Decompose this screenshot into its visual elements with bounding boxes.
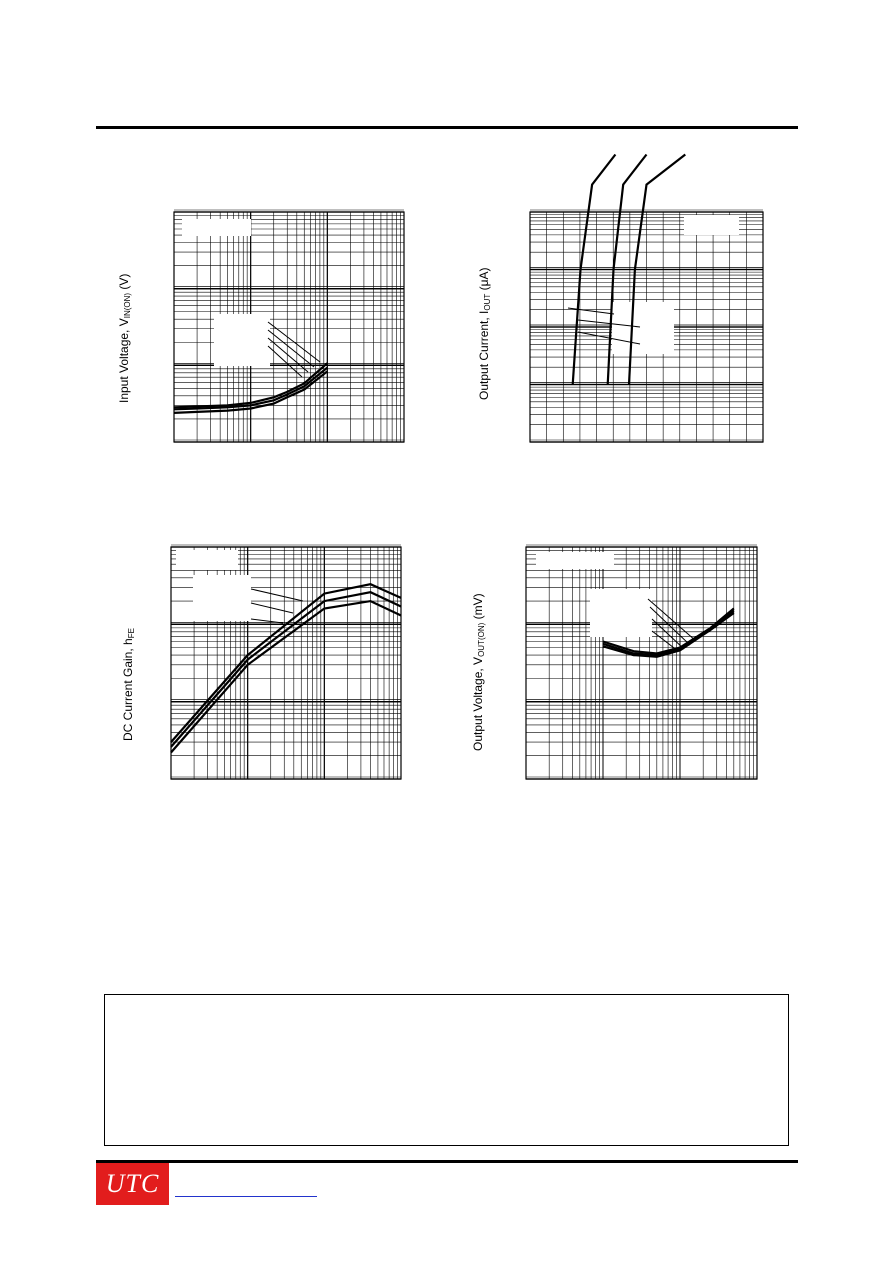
chart-svg bbox=[171, 547, 401, 779]
legend-box bbox=[214, 314, 270, 366]
output-current-axis-label: Output Current, $I_{OUT}$ (μA) bbox=[477, 267, 492, 400]
legend-box bbox=[176, 550, 238, 570]
chart-svg bbox=[174, 212, 404, 442]
legend-box bbox=[182, 219, 251, 236]
footer-link-underline[interactable] bbox=[175, 1196, 317, 1197]
leader-line bbox=[652, 631, 678, 651]
legend-box bbox=[536, 552, 614, 569]
output-voltage-chart bbox=[526, 547, 757, 779]
legend-box bbox=[612, 302, 674, 354]
footer-rule bbox=[96, 1160, 798, 1163]
header-rule bbox=[96, 126, 798, 129]
utc-logo: UTC bbox=[96, 1163, 169, 1205]
leader-line bbox=[268, 330, 314, 367]
notice-box bbox=[104, 994, 789, 1146]
dc-current-gain-chart bbox=[171, 547, 401, 779]
leader-line bbox=[650, 607, 690, 645]
legend-box bbox=[193, 575, 251, 621]
chart-svg bbox=[526, 547, 757, 779]
chart-svg bbox=[530, 212, 763, 442]
input-voltage-axis-label: Input Voltage, $V_{IN(ON)}$ (V) bbox=[117, 273, 132, 403]
leader-line bbox=[648, 599, 696, 641]
leader-line bbox=[568, 308, 614, 314]
plot-frame bbox=[526, 547, 757, 779]
dc-current-gain-axis-label: DC Current Gain, $h_{FE}$ bbox=[121, 628, 136, 741]
leader-line bbox=[251, 589, 303, 601]
legend-box bbox=[684, 215, 739, 235]
output-voltage-axis-label: Output Voltage, $V_{OUT(ON)}$ (mV) bbox=[471, 593, 486, 751]
legend-box bbox=[590, 589, 652, 637]
input-voltage-chart bbox=[174, 212, 404, 442]
output-current-chart bbox=[530, 212, 763, 442]
leader-line bbox=[251, 603, 293, 613]
